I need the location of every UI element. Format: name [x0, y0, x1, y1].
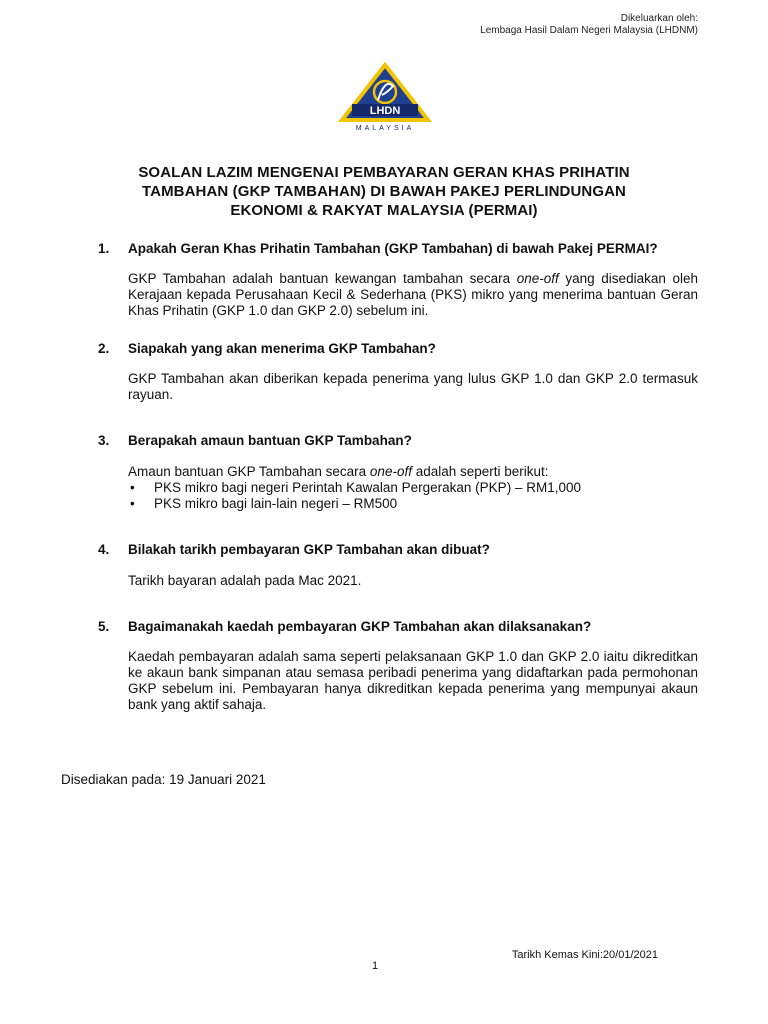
- list-item: [128, 496, 698, 512]
- faq-question-text: Apakah Geran Khas Prihatin Tambahan (GKP Tambahan) di bawah Pakej PERMAI?: [128, 241, 658, 256]
- faq-question-text: Siapakah yang akan menerima GKP Tambahan?: [128, 341, 436, 356]
- faq-answer-4: Tarikh bayaran adalah pada Mac 2021.: [128, 573, 362, 588]
- logo-subtext: MALAYSIA: [355, 125, 415, 132]
- issuer-name: Lembaga Hasil Dalam Negeri Malaysia (LHDNM): [480, 25, 698, 36]
- faq-answer-2: GKP Tambahan akan diberikan kepada penerima yang lulus GKP 1.0 dan GKP 2.0 termasuk rayuan.: [128, 371, 698, 402]
- issued-by-label: Dikeluarkan oleh:: [620, 13, 698, 24]
- list-item: [128, 480, 698, 496]
- faq-question-text: Bagaimanakah kaedah pembayaran GKP Tambahan akan dilaksanakan?: [128, 619, 592, 634]
- amount-list: [128, 480, 698, 512]
- answer-italic-text: one-off: [516, 271, 559, 286]
- faq-number: 5.: [98, 619, 110, 634]
- answer-text: yang disediakan oleh Kerajaan kepada Perusahaan Kecil & Sederhana (PKS) mikro yang menerima bantuan Geran Khas Prihatin (GKP 1.0 dan GKP 2.0) sebelum ini.: [128, 271, 698, 318]
- faq-question-text: Berapakah amaun bantuan GKP Tambahan?: [128, 433, 412, 448]
- answer-text: Amaun bantuan GKP Tambahan secara: [128, 464, 370, 479]
- lhdn-logo: [338, 62, 432, 134]
- faq-answer-3: [128, 464, 698, 512]
- bullet-icon: •: [130, 480, 135, 495]
- faq-answer-5: Kaedah pembayaran adalah sama seperti pelaksanaan GKP 1.0 dan GKP 2.0 iaitu dikreditkan ke akaun bank simpanan atau semasa peribadi penerima yang didaftarkan pada permohonan GKP sebelum ini. Pembayaran hanya dikreditkan kepada penerima yang mempunyai akaun bank yang aktif sahaja.: [128, 649, 698, 712]
- faq-number: 2.: [98, 341, 110, 356]
- title-line-1: SOALAN LAZIM MENGENAI PEMBAYARAN GERAN KHAS PRIHATIN: [138, 164, 630, 181]
- faq-number: 4.: [98, 542, 110, 557]
- issuer-block: [480, 13, 698, 37]
- faq-question-text: Bilakah tarikh pembayaran GKP Tambahan akan dibuat?: [128, 542, 490, 557]
- faq-number: 1.: [98, 241, 110, 256]
- faq-number: 3.: [98, 433, 110, 448]
- lhdn-emblem-icon: [338, 62, 432, 134]
- bullet-icon: •: [130, 496, 135, 511]
- answer-text: GKP Tambahan adalah bantuan kewangan tambahan secara: [128, 271, 517, 286]
- prepared-date: Disediakan pada: 19 Januari 2021: [61, 772, 266, 787]
- title-line-2: TAMBAHAN (GKP TAMBAHAN) DI BAWAH PAKEJ PERLINDUNGAN: [142, 183, 626, 200]
- faq-answer-1: [128, 271, 698, 319]
- answer-text: adalah seperti berikut:: [411, 464, 549, 479]
- page-number: 1: [372, 960, 379, 972]
- answer-italic-text: one-off: [369, 464, 412, 479]
- list-item-text: PKS mikro bagi negeri Perintah Kawalan Pergerakan (PKP) – RM1,000: [154, 480, 581, 495]
- document-title: [100, 163, 668, 220]
- list-item-text: PKS mikro bagi lain-lain negeri – RM500: [154, 496, 398, 511]
- updated-date: Tarikh Kemas Kini:20/01/2021: [511, 949, 658, 961]
- logo-text: LHDN: [369, 105, 401, 117]
- title-line-3: EKONOMI & RAKYAT MALAYSIA (PERMAI): [230, 202, 538, 219]
